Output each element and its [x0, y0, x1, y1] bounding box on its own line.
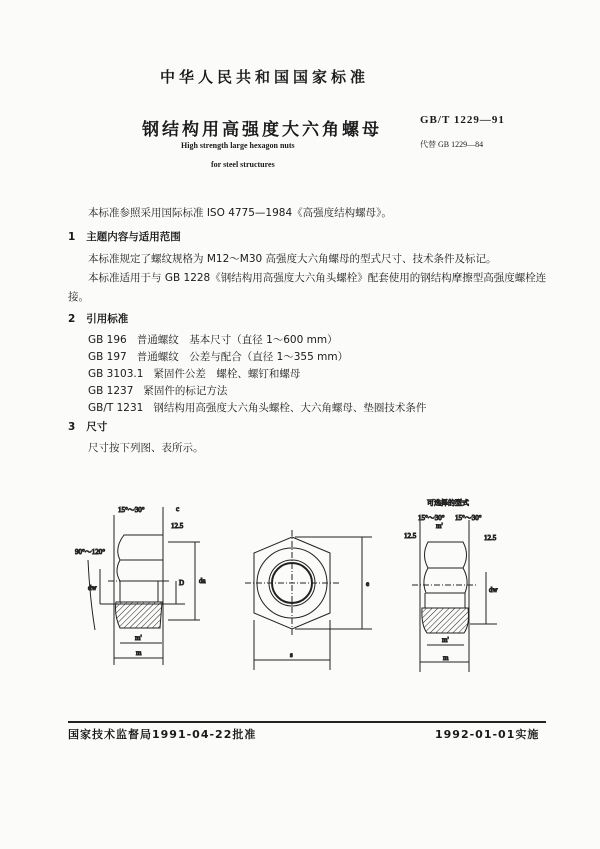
intro-text: 本标准参照采用国际标准 ISO 4775—1984《高强度结构螺母》。 — [88, 207, 392, 219]
replaces-standard: 代替 GB 1229—84 — [420, 140, 484, 149]
c-label: c — [176, 505, 180, 513]
title-en-line1: High strength large hexagon nuts — [181, 141, 295, 150]
section-1-para-2-cont: 接。 — [68, 291, 89, 303]
roughness-label: 12.5 — [484, 534, 497, 542]
roughness-label: 12.5 — [171, 522, 184, 530]
section-1-para-2: 本标准适用于与 GB 1228《钢结构用高强度大六角头螺栓》配套使用的钢结构摩擦型高强度螺栓连 — [88, 272, 547, 284]
nut-optional-view — [404, 498, 499, 672]
m-prime-label: m' — [135, 634, 142, 642]
ref-item: GB 196 普通螺纹 基本尺寸（直径 1～600 mm） — [88, 334, 338, 346]
document-title-cn: 钢结构用高强度大六角螺母 — [142, 120, 382, 140]
title-en-line2: for steel structures — [211, 160, 275, 169]
section-1-heading: 1 主题内容与适用范围 — [68, 231, 181, 243]
nut-drawings — [0, 480, 600, 700]
nut-side-view — [75, 505, 207, 665]
standard-code: GB/T 1229—91 — [420, 114, 505, 126]
approval-date: 国家技术监督局1991-04-22批准 — [68, 728, 257, 741]
m-prime-label: m' — [442, 636, 449, 644]
chamfer-angle-label: 15°～30° — [118, 506, 145, 514]
ref-item: GB 3103.1 紧固件公差 螺栓、螺钉和螺母 — [88, 368, 301, 380]
section-1-para-1: 本标准规定了螺纹规格为 M12～M30 高强度大六角螺母的型式尺寸、技术条件及标记。 — [88, 253, 497, 265]
da-label: da — [199, 577, 206, 585]
chamfer-angle-label: 15°～30° — [418, 514, 445, 522]
roughness-label: 12.5 — [404, 532, 417, 540]
national-standard-heading: 中华人民共和国国家标准 — [160, 68, 370, 86]
s-label: s — [290, 651, 293, 659]
dw-label: dw — [88, 584, 97, 592]
m-prime-label: m' — [436, 522, 443, 530]
e-label: e — [366, 580, 370, 588]
section-3-para: 尺寸按下列图、表所示。 — [88, 442, 204, 454]
chamfer-angle-label: 15°～30° — [455, 514, 482, 522]
ref-item: GB/T 1231 钢结构用高强度大六角头螺栓、大六角螺母、垫圈技术条件 — [88, 402, 427, 414]
m-label: m — [443, 654, 449, 662]
ref-item: GB 197 普通螺纹 公差与配合（直径 1～355 mm） — [88, 351, 349, 363]
nut-top-view — [245, 530, 372, 670]
optional-type-label: 可选择的型式 — [427, 499, 469, 507]
effective-date: 1992-01-01实施 — [435, 728, 540, 741]
section-2-heading: 2 引用标准 — [68, 313, 129, 325]
footer-divider — [68, 721, 546, 723]
D-label: D — [179, 579, 185, 587]
dw-label: dw — [489, 586, 498, 594]
section-3-heading: 3 尺寸 — [68, 421, 108, 433]
m-label: m — [136, 649, 142, 657]
ref-item: GB 1237 紧固件的标记方法 — [88, 385, 228, 397]
bearing-angle-label: 90°～120° — [75, 548, 106, 556]
